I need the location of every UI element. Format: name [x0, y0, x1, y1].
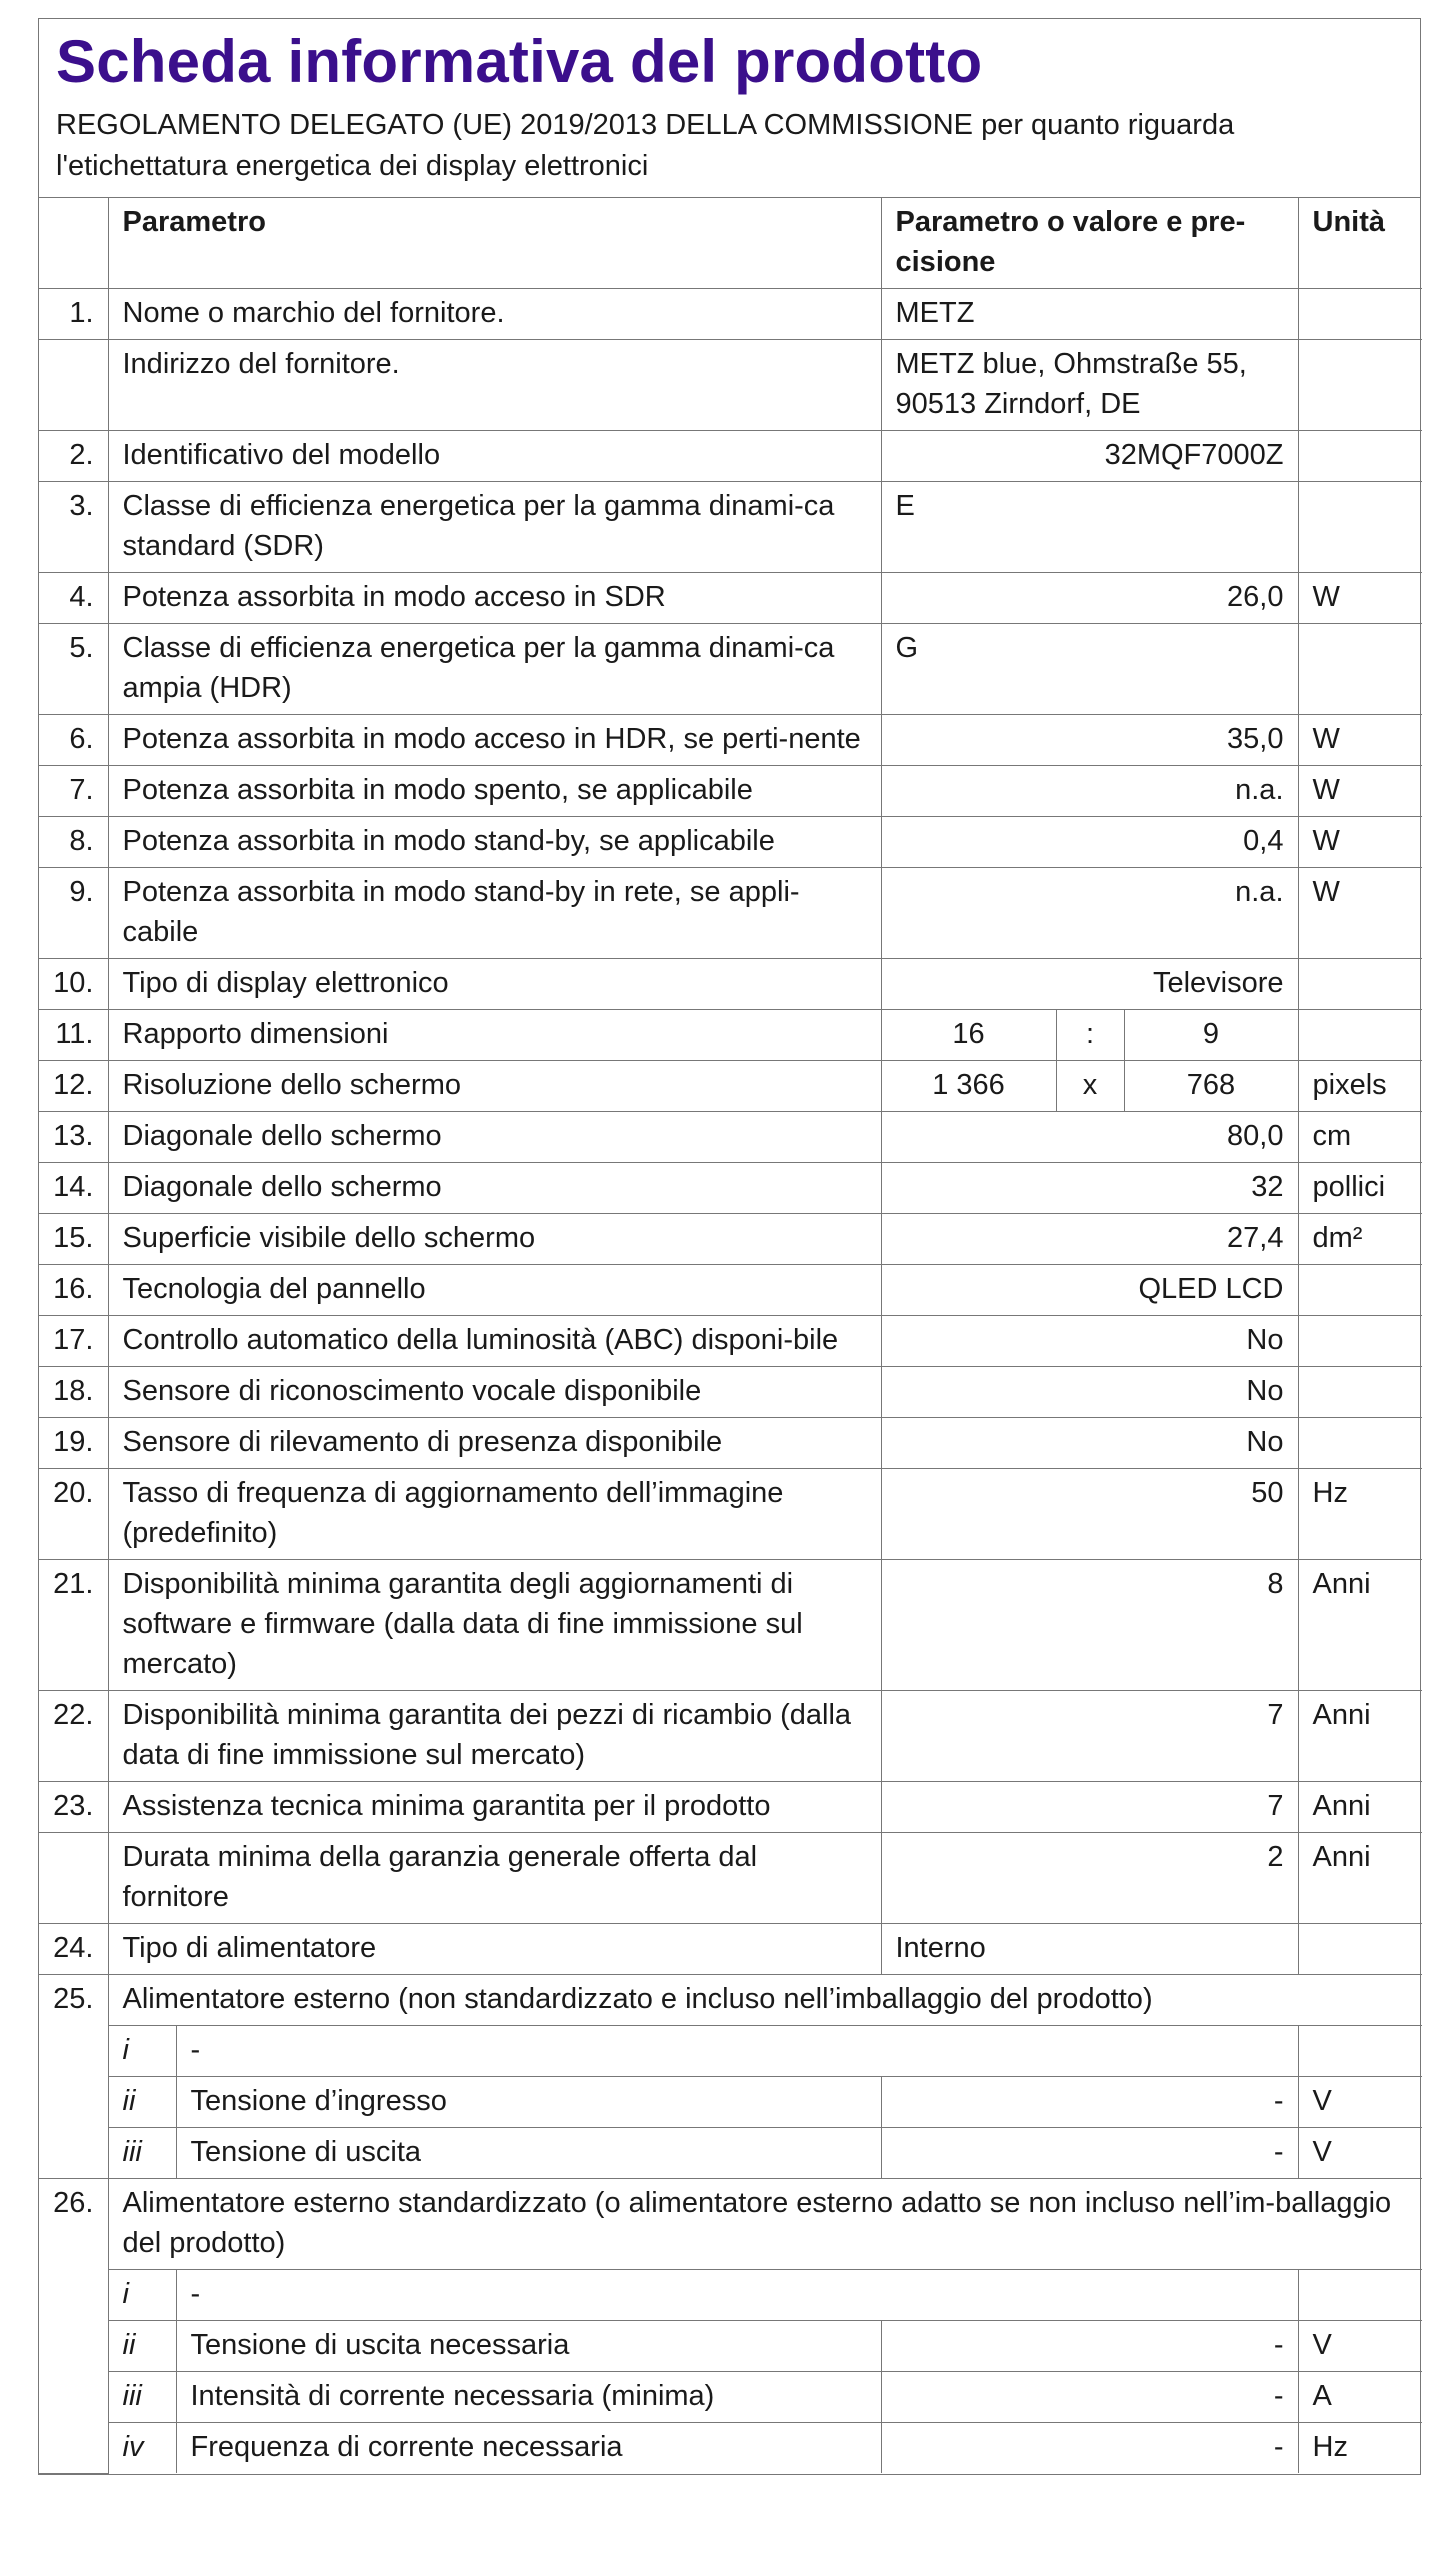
row-number: 20. — [39, 1469, 108, 1560]
table-row — [39, 1469, 1422, 1560]
row-number: 3. — [39, 482, 108, 573]
value-cell: 2 — [881, 1833, 1298, 1924]
sub-unit: Hz — [1298, 2423, 1422, 2474]
sub-value: - — [881, 2077, 1298, 2128]
psu-title-row — [39, 2179, 1422, 2270]
unit-cell — [1298, 1010, 1422, 1061]
row-number: 15. — [39, 1214, 108, 1265]
value-cell: 8 — [881, 1560, 1298, 1691]
parameter-cell: Sensore di rilevamento di presenza disponibile — [108, 1418, 881, 1469]
row-number: 11. — [39, 1010, 108, 1061]
psu-sub-row — [39, 2026, 1422, 2077]
sub-value: - — [881, 2372, 1298, 2423]
row-number — [39, 1833, 108, 1924]
parameter-cell: Indirizzo del fornitore. — [108, 340, 881, 431]
sub-value: - — [881, 2321, 1298, 2372]
table-row — [39, 1316, 1422, 1367]
row-number: 24. — [39, 1924, 108, 1975]
unit-cell: Anni — [1298, 1782, 1422, 1833]
row-number: 17. — [39, 1316, 108, 1367]
parameter-cell: Identificativo del modello — [108, 431, 881, 482]
value-cell: 80,0 — [881, 1112, 1298, 1163]
parameter-cell: Sensore di riconoscimento vocale disponibile — [108, 1367, 881, 1418]
table-row — [39, 431, 1422, 482]
value-cell: No — [881, 1316, 1298, 1367]
row-number: 1. — [39, 289, 108, 340]
row-number: 6. — [39, 715, 108, 766]
psu-sub-row — [39, 2270, 1422, 2321]
value-part-b: 9 — [1124, 1010, 1298, 1061]
row-number: 26. — [39, 2179, 108, 2474]
sub-index: ii — [108, 2077, 176, 2128]
unit-cell — [1298, 1418, 1422, 1469]
row-number: 16. — [39, 1265, 108, 1316]
sub-index: iii — [108, 2372, 176, 2423]
parameter-cell: Disponibilità minima garantita degli aggiornamenti di software e firmware (dalla data di fine immissione sul mercato) — [108, 1560, 881, 1691]
product-data-table — [39, 198, 1422, 2474]
sub-unit: V — [1298, 2128, 1422, 2179]
table-row — [39, 1061, 1422, 1112]
parameter-cell: Potenza assorbita in modo stand-by in rete, se appli-cabile — [108, 868, 881, 959]
parameter-cell: Tasso di frequenza di aggiornamento dell’immagine (predefinito) — [108, 1469, 881, 1560]
unit-cell: pixels — [1298, 1061, 1422, 1112]
psu-title: Alimentatore esterno (non standardizzato e incluso nell’imballaggio del prodotto) — [108, 1975, 1422, 2026]
parameter-cell: Classe di efficienza energetica per la gamma dinami-ca ampia (HDR) — [108, 624, 881, 715]
parameter-cell: Classe di efficienza energetica per la gamma dinami-ca standard (SDR) — [108, 482, 881, 573]
row-number: 18. — [39, 1367, 108, 1418]
value-cell: Interno — [881, 1924, 1298, 1975]
sub-parameter: - — [176, 2270, 1298, 2321]
psu-sub-row — [39, 2321, 1422, 2372]
parameter-cell: Assistenza tecnica minima garantita per il prodotto — [108, 1782, 881, 1833]
value-cell: 7 — [881, 1782, 1298, 1833]
parameter-cell: Diagonale dello schermo — [108, 1163, 881, 1214]
row-number: 22. — [39, 1691, 108, 1782]
value-cell: G — [881, 624, 1298, 715]
parameter-cell: Disponibilità minima garantita dei pezzi di ricambio (dalla data di fine immissione sul mercato) — [108, 1691, 881, 1782]
value-part-b: 768 — [1124, 1061, 1298, 1112]
unit-cell: W — [1298, 573, 1422, 624]
row-number: 14. — [39, 1163, 108, 1214]
value-cell: 35,0 — [881, 715, 1298, 766]
sub-value: - — [881, 2423, 1298, 2474]
table-row — [39, 1010, 1422, 1061]
table-row — [39, 1112, 1422, 1163]
value-cell: 0,4 — [881, 817, 1298, 868]
parameter-cell: Tecnologia del pannello — [108, 1265, 881, 1316]
value-cell: Televisore — [881, 959, 1298, 1010]
row-number: 4. — [39, 573, 108, 624]
sub-parameter: Intensità di corrente necessaria (minima) — [176, 2372, 881, 2423]
table-row — [39, 1214, 1422, 1265]
unit-cell: Hz — [1298, 1469, 1422, 1560]
unit-cell: Anni — [1298, 1560, 1422, 1691]
table-row — [39, 1782, 1422, 1833]
unit-cell: dm² — [1298, 1214, 1422, 1265]
unit-cell — [1298, 1924, 1422, 1975]
parameter-cell: Tipo di display elettronico — [108, 959, 881, 1010]
page-title: Scheda informativa del prodotto — [56, 28, 983, 95]
table-row — [39, 868, 1422, 959]
parameter-cell: Potenza assorbita in modo stand-by, se applicabile — [108, 817, 881, 868]
table-row — [39, 340, 1422, 431]
column-header-value: Parametro o valore e pre-cisione — [881, 198, 1298, 289]
regulation-subtitle: REGOLAMENTO DELEGATO (UE) 2019/2013 DELLA COMMISSIONE per quanto riguarda l'etichettatura energetica dei display elettronici — [56, 109, 1235, 182]
sub-parameter: - — [176, 2026, 1298, 2077]
value-cell: QLED LCD — [881, 1265, 1298, 1316]
table-row — [39, 1691, 1422, 1782]
table-row — [39, 1265, 1422, 1316]
unit-cell: W — [1298, 868, 1422, 959]
value-cell: n.a. — [881, 766, 1298, 817]
unit-cell — [1298, 482, 1422, 573]
sub-parameter: Frequenza di corrente necessaria — [176, 2423, 881, 2474]
column-header-unit: Unità — [1298, 198, 1422, 289]
table-row — [39, 289, 1422, 340]
unit-cell — [1298, 431, 1422, 482]
unit-cell — [1298, 289, 1422, 340]
parameter-cell: Controllo automatico della luminosità (ABC) disponi-bile — [108, 1316, 881, 1367]
value-part-a: 1 366 — [881, 1061, 1056, 1112]
unit-cell — [1298, 1316, 1422, 1367]
row-number: 23. — [39, 1782, 108, 1833]
psu-sub-row — [39, 2423, 1422, 2474]
row-number: 13. — [39, 1112, 108, 1163]
unit-cell — [1298, 1265, 1422, 1316]
parameter-cell: Diagonale dello schermo — [108, 1112, 881, 1163]
value-cell: No — [881, 1367, 1298, 1418]
row-number: 19. — [39, 1418, 108, 1469]
psu-title: Alimentatore esterno standardizzato (o alimentatore esterno adatto se non incluso nell’im-ballaggio del prodotto) — [108, 2179, 1422, 2270]
row-number: 9. — [39, 868, 108, 959]
table-row — [39, 624, 1422, 715]
value-separator: x — [1056, 1061, 1124, 1112]
value-cell: 27,4 — [881, 1214, 1298, 1265]
psu-sub-row — [39, 2372, 1422, 2423]
parameter-cell: Potenza assorbita in modo acceso in SDR — [108, 573, 881, 624]
row-number — [39, 340, 108, 431]
value-cell: 32 — [881, 1163, 1298, 1214]
unit-cell — [1298, 340, 1422, 431]
table-row — [39, 573, 1422, 624]
parameter-cell: Superficie visibile dello schermo — [108, 1214, 881, 1265]
value-cell: METZ — [881, 289, 1298, 340]
sub-parameter: Tensione di uscita necessaria — [176, 2321, 881, 2372]
value-cell: No — [881, 1418, 1298, 1469]
parameter-cell: Potenza assorbita in modo acceso in HDR, se perti-nente — [108, 715, 881, 766]
table-row — [39, 1367, 1422, 1418]
psu-sub-row — [39, 2077, 1422, 2128]
table-row — [39, 482, 1422, 573]
column-header-parameter: Parametro — [108, 198, 881, 289]
sub-unit — [1298, 2026, 1422, 2077]
table-row — [39, 715, 1422, 766]
row-number: 10. — [39, 959, 108, 1010]
sub-value: - — [881, 2128, 1298, 2179]
table-row — [39, 817, 1422, 868]
sub-index: i — [108, 2270, 176, 2321]
unit-cell: Anni — [1298, 1691, 1422, 1782]
table-row — [39, 1560, 1422, 1691]
table-header-row — [39, 198, 1422, 289]
value-cell: 7 — [881, 1691, 1298, 1782]
value-part-a: 16 — [881, 1010, 1056, 1061]
sub-index: iii — [108, 2128, 176, 2179]
unit-cell: W — [1298, 766, 1422, 817]
row-number: 2. — [39, 431, 108, 482]
value-cell: E — [881, 482, 1298, 573]
sub-unit: V — [1298, 2077, 1422, 2128]
sub-unit — [1298, 2270, 1422, 2321]
unit-cell: W — [1298, 817, 1422, 868]
row-number: 12. — [39, 1061, 108, 1112]
row-number: 25. — [39, 1975, 108, 2179]
psu-title-row — [39, 1975, 1422, 2026]
value-cell: n.a. — [881, 868, 1298, 959]
sub-parameter: Tensione di uscita — [176, 2128, 881, 2179]
psu-sub-row — [39, 2128, 1422, 2179]
unit-cell: W — [1298, 715, 1422, 766]
sheet-header — [39, 19, 1420, 198]
unit-cell: Anni — [1298, 1833, 1422, 1924]
table-row — [39, 959, 1422, 1010]
parameter-cell: Durata minima della garanzia generale offerta dal fornitore — [108, 1833, 881, 1924]
value-separator: : — [1056, 1010, 1124, 1061]
parameter-cell: Risoluzione dello schermo — [108, 1061, 881, 1112]
parameter-cell: Potenza assorbita in modo spento, se applicabile — [108, 766, 881, 817]
value-cell: 32MQF7000Z — [881, 431, 1298, 482]
unit-cell — [1298, 959, 1422, 1010]
row-number: 7. — [39, 766, 108, 817]
sub-index: i — [108, 2026, 176, 2077]
sub-parameter: Tensione d’ingresso — [176, 2077, 881, 2128]
row-number: 8. — [39, 817, 108, 868]
sub-index: ii — [108, 2321, 176, 2372]
parameter-cell: Tipo di alimentatore — [108, 1924, 881, 1975]
unit-cell: cm — [1298, 1112, 1422, 1163]
product-information-sheet — [38, 18, 1421, 2475]
table-row — [39, 1833, 1422, 1924]
parameter-cell: Rapporto dimensioni — [108, 1010, 881, 1061]
table-row — [39, 1924, 1422, 1975]
parameter-cell: Nome o marchio del fornitore. — [108, 289, 881, 340]
unit-cell — [1298, 1367, 1422, 1418]
table-row — [39, 766, 1422, 817]
row-number: 5. — [39, 624, 108, 715]
value-cell: 26,0 — [881, 573, 1298, 624]
value-cell: METZ blue, Ohmstraße 55, 90513 Zirndorf, DE — [881, 340, 1298, 431]
sub-unit: V — [1298, 2321, 1422, 2372]
sub-index: iv — [108, 2423, 176, 2474]
unit-cell — [1298, 624, 1422, 715]
row-number: 21. — [39, 1560, 108, 1691]
unit-cell: pollici — [1298, 1163, 1422, 1214]
table-row — [39, 1163, 1422, 1214]
table-row — [39, 1418, 1422, 1469]
value-cell: 50 — [881, 1469, 1298, 1560]
sub-unit: A — [1298, 2372, 1422, 2423]
